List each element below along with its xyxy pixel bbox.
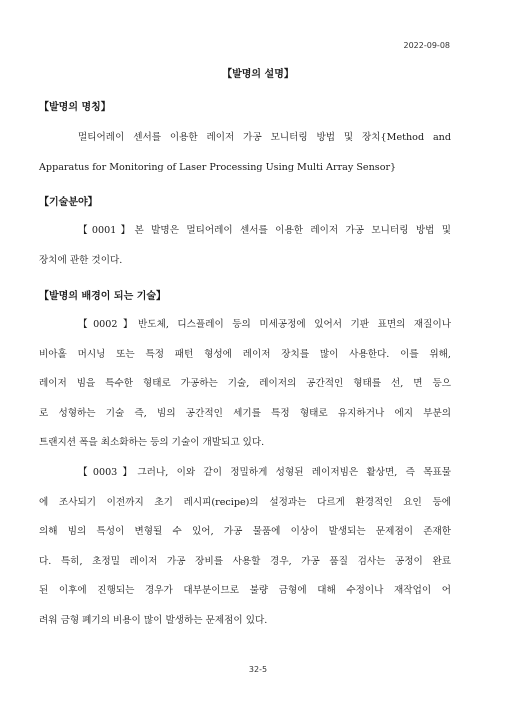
invention-name-text [39,123,451,182]
text-line: 의해 빔의 특성이 변형될 수 있어, 가공 물품에 이상이 발생되는 문제점이 존재한 [39,526,451,537]
paragraph-0003 [39,458,451,635]
text-line: 【0002】반도체, 디스플레이 등의 미세공정에 있어서 기판 표면의 재질이나 [78,319,451,330]
text-line: 멀티어레이 센서를 이용한 레이저 가공 모니터링 방법 및 장치{Method and [78,132,451,143]
document-date: 2022-09-08 [403,41,450,50]
text-line: 비아홀 머시닝 또는 특정 패턴 형성에 레이저 장치를 많이 사용한다. 이를 위해, [39,348,451,360]
text-line: 에 조사되기 이전까지 초기 레시피(recipe)의 설정과는 다르게 환경적인 요인 등에 [39,496,451,508]
text-line: 장치에 관한 것이다. [39,254,123,266]
text-line: 된 이후에 진행되는 경우가 대부분이므로 불량 금형에 대해 수정이나 재작업이 어 [39,585,451,596]
heading-technical-field: 【기술분야】 [39,197,98,208]
text-line: 【0001】본 발명은 멀티어레이 센서를 이용한 레이저 가공 모니터링 방법 및 [78,225,451,236]
paragraph-0001 [39,216,451,275]
heading-invention-name: 【발명의 명칭】 [39,102,111,113]
document-title: 【발명의 설명】 [222,69,294,80]
text-line: 로 성형하는 기술 즉, 빔의 공간적인 세기를 특정 형태로 유지하거나 에지 부분의 [39,407,451,419]
page-number: 32-5 [248,665,268,674]
text-line: 려워 금형 폐기의 비용이 많이 발생하는 문제점이 있다. [39,614,268,626]
text-line: 다. 특히, 초정밀 레이저 가공 장비를 사용할 경우, 가공 품질 검사는 공정이 완료 [39,555,451,567]
paragraph-0002 [39,310,451,458]
text-line: Apparatus for Monitoring of Laser Processing Using Multi Array Sensor} [39,161,397,173]
text-line: 【0003】그러나, 이와 같이 정밀하게 성형된 레이저빔은 활상면, 즉 목표물 [78,467,451,478]
text-line: 트랜지션 폭을 최소화하는 등의 기술이 개발되고 있다. [39,437,265,448]
text-line: 레이저 빔을 특수한 형태로 가공하는 기술, 레이저의 공간적인 형태를 선, 면 등으 [39,378,451,389]
heading-background-art: 【발명의 배경이 되는 기술】 [39,291,167,302]
